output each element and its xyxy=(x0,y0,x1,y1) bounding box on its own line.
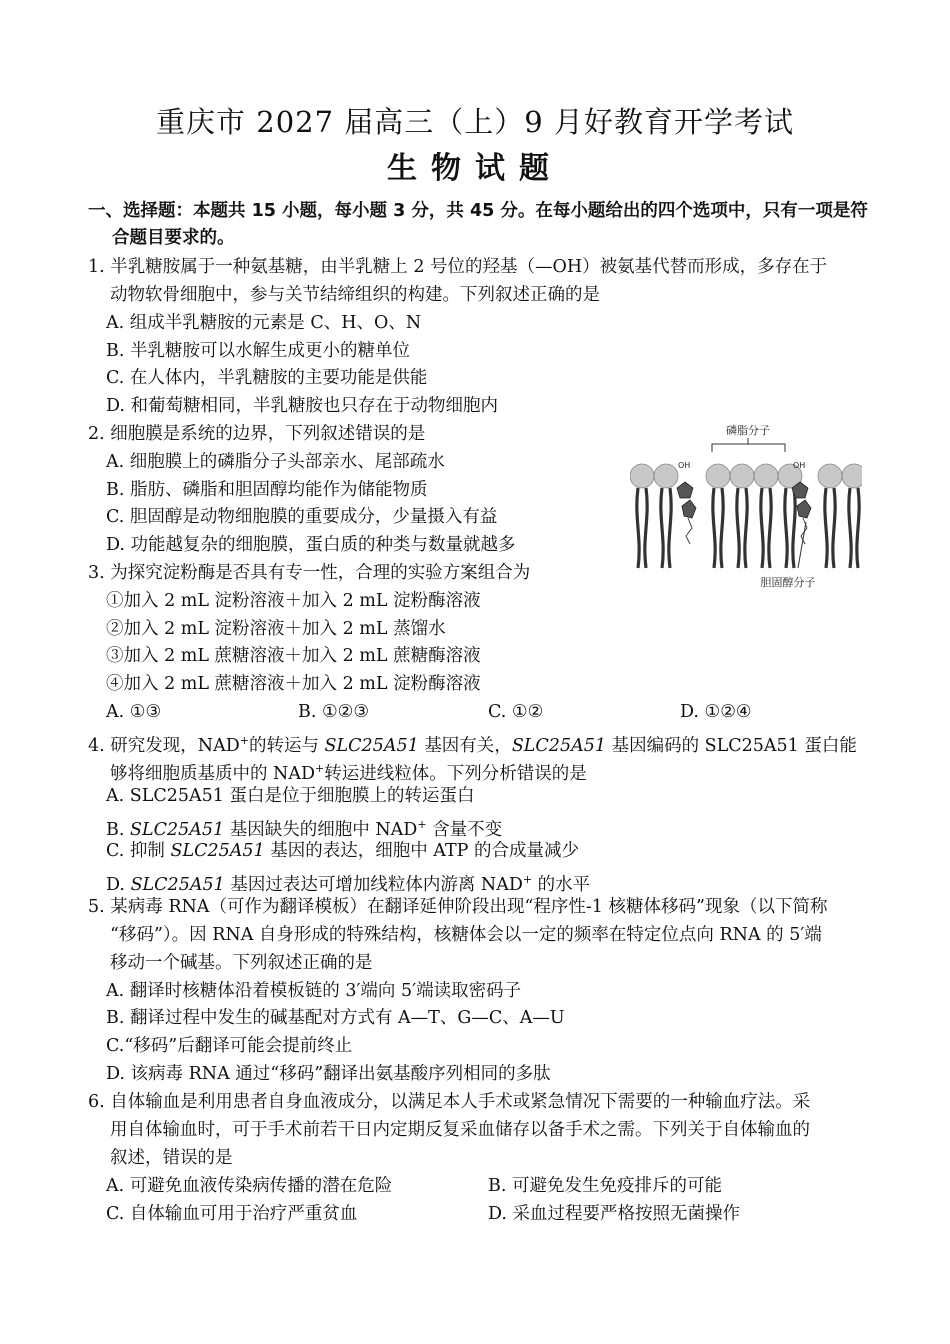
section-line-2: 合题目要求的。 xyxy=(112,228,235,248)
q6-option-c: C. 自体输血可用于治疗严重贫血 xyxy=(106,1204,358,1224)
q3-item-3: ③加入 2 mL 蔗糖溶液＋加入 2 mL 蔗糖酶溶液 xyxy=(106,646,481,666)
q3-item-1: ①加入 2 mL 淀粉溶液＋加入 2 mL 淀粉酶溶液 xyxy=(106,591,481,611)
q6-option-d: D. 采血过程要严格按照无菌操作 xyxy=(488,1204,741,1224)
q5-stem-2: “移码”）。因 RNA 自身形成的特殊结构，核糖体会以一定的频率在特定位点向 RNA 的 5′端 xyxy=(110,925,822,945)
q2-option-b: B. 脂肪、磷脂和胆固醇均能作为储能物质 xyxy=(106,480,428,500)
oh-label-right: OH xyxy=(793,461,806,470)
exam-title: 重庆市 2027 届高三（上）9 月好教育开学考试 xyxy=(156,105,794,139)
q2-stem: 2. 细胞膜是系统的边界，下列叙述错误的是 xyxy=(88,424,426,444)
q6-stem-2: 用自体输血时，可于手术前若干日内定期反复采血储存以备手术之需。下列关于自体输血的 xyxy=(110,1120,810,1140)
q4-stem-1: 4. 研究发现，NAD+的转运与 SLC25A51 基因有关，SLC25A51 基因编码的 SLC25A51 蛋白能 xyxy=(88,734,857,756)
oh-label-left: OH xyxy=(678,461,691,470)
q1-option-c: C. 在人体内，半乳糖胺的主要功能是供能 xyxy=(106,368,428,388)
q6-stem-1: 6. 自体输血是利用患者自身血液成分，以满足本人手术或紧急情况下需要的一种输血疗法。采 xyxy=(88,1092,811,1112)
q5-option-a: A. 翻译时核糖体沿着模板链的 3′端向 5′端读取密码子 xyxy=(106,981,522,1001)
q3-option-b: B. ①②③ xyxy=(298,702,370,722)
exam-subtitle: 生物试题 xyxy=(387,151,563,186)
q3-option-a: A. ①③ xyxy=(106,702,162,722)
q3-option-d: D. ①②④ xyxy=(680,702,752,722)
q4-option-c: C. 抑制 SLC25A51 基因的表达，细胞中 ATP 的合成量减少 xyxy=(106,841,580,861)
section-line-1: 一、选择题：本题共 15 小题，每小题 3 分，共 45 分。在每小题给出的四个选项中，只有一项是符 xyxy=(88,201,868,221)
cholesterol-label: 胆固醇分子 xyxy=(760,576,816,589)
q3-option-c: C. ①② xyxy=(488,702,544,722)
q6-option-a: A. 可避免血液传染病传播的潜在危险 xyxy=(106,1176,393,1196)
q4-option-a: A. SLC25A51 蛋白是位于细胞膜上的转运蛋白 xyxy=(106,786,475,806)
q6-option-b: B. 可避免发生免疫排斥的可能 xyxy=(488,1176,722,1196)
q2-option-a: A. 细胞膜上的磷脂分子头部亲水、尾部疏水 xyxy=(106,452,445,472)
q5-option-d: D. 该病毒 RNA 通过“移码”翻译出氨基酸序列相同的多肽 xyxy=(106,1064,551,1084)
q3-item-4: ④加入 2 mL 蔗糖溶液＋加入 2 mL 淀粉酶溶液 xyxy=(106,674,481,694)
q4-stem-2: 够将细胞质基质中的 NAD+转运进线粒体。下列分析错误的是 xyxy=(110,762,587,784)
q1-stem-2: 动物软骨细胞中，参与关节结缔组织的构建。下列叙述正确的是 xyxy=(110,285,600,305)
q3-item-2: ②加入 2 mL 淀粉溶液＋加入 2 mL 蒸馏水 xyxy=(106,619,446,639)
q6-stem-3: 叙述，错误的是 xyxy=(110,1148,233,1168)
q4-option-b: B. SLC25A51 基因缺失的细胞中 NAD+ 含量不变 xyxy=(106,818,503,840)
q5-option-c: C.“移码”后翻译可能会提前终止 xyxy=(106,1036,353,1056)
q5-option-b: B. 翻译过程中发生的碱基配对方式有 A—T、G—C、A—U xyxy=(106,1008,565,1028)
membrane-figure xyxy=(630,418,862,593)
q1-option-b: B. 半乳糖胺可以水解生成更小的糖单位 xyxy=(106,341,410,361)
phospholipid-label: 磷脂分子 xyxy=(726,424,770,437)
q1-option-d: D. 和葡萄糖相同，半乳糖胺也只存在于动物细胞内 xyxy=(106,396,499,416)
q1-stem-1: 1. 半乳糖胺属于一种氨基糖，由半乳糖上 2 号位的羟基（—OH）被氨基代替而形成，多存在于 xyxy=(88,257,828,277)
q4-option-d: D. SLC25A51 基因过表达可增加线粒体内游离 NAD+ 的水平 xyxy=(106,873,591,895)
q2-option-d: D. 功能越复杂的细胞膜，蛋白质的种类与数量就越多 xyxy=(106,535,516,555)
section-heading xyxy=(88,198,878,252)
q3-stem: 3. 为探究淀粉酶是否具有专一性，合理的实验方案组合为 xyxy=(88,563,531,583)
q2-option-c: C. 胆固醇是动物细胞膜的重要成分，少量摄入有益 xyxy=(106,507,498,527)
q5-stem-3: 移动一个碱基。下列叙述正确的是 xyxy=(110,953,373,973)
q5-stem-1: 5. 某病毒 RNA（可作为翻译模板）在翻译延伸阶段出现“程序性-1 核糖体移码”现象（以下简称 xyxy=(88,897,828,917)
q1-option-a: A. 组成半乳糖胺的元素是 C、H、O、N xyxy=(106,313,422,333)
